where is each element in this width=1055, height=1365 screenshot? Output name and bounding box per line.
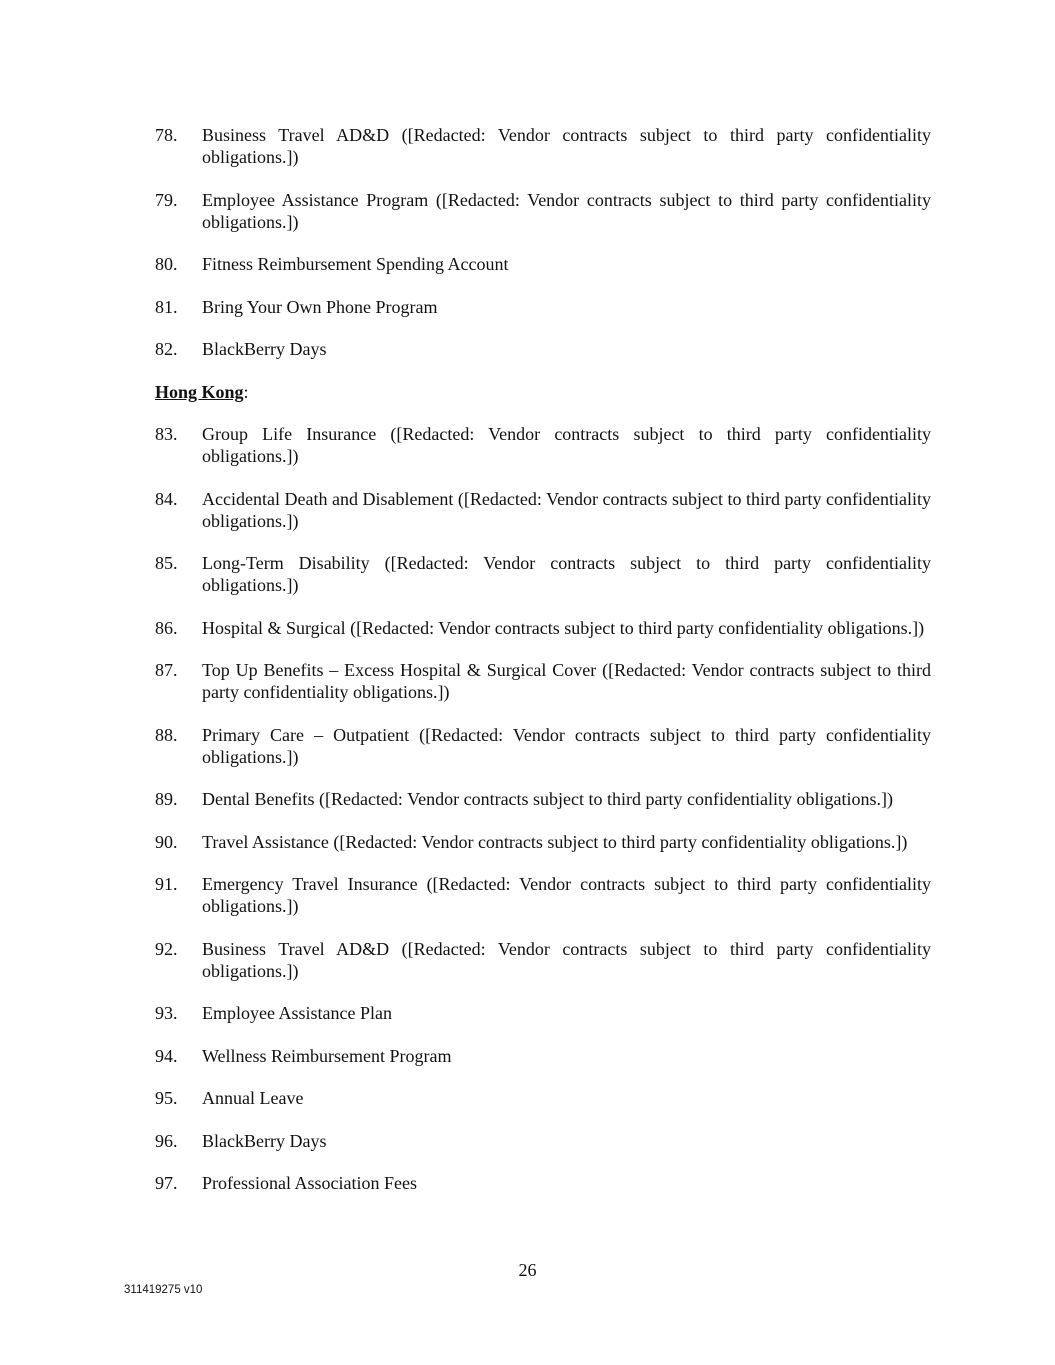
item-text: Travel Assistance ([Redacted: Vendor contracts subject to third party confidentiality obligations.]): [202, 831, 908, 852]
item-text: Accidental Death and Disablement ([Redacted: Vendor contracts subject to third party confidentiality obligations.]): [202, 488, 931, 531]
item-number: 93.: [155, 1003, 178, 1023]
list-item: [155, 1130, 931, 1152]
item-number: 89.: [155, 789, 178, 809]
list-item: [155, 724, 931, 768]
list-item: [155, 873, 931, 917]
section-heading-label: Hong Kong: [155, 381, 244, 402]
item-number: 97.: [155, 1173, 178, 1193]
item-number: 96.: [155, 1130, 178, 1151]
item-text: Wellness Reimbursement Program: [202, 1045, 452, 1066]
document-body: [155, 124, 931, 1215]
list-item: [155, 189, 931, 233]
item-text: Employee Assistance Plan: [202, 1003, 392, 1023]
item-number: 91.: [155, 874, 178, 894]
item-number: 95.: [155, 1088, 178, 1108]
item-number: 79.: [155, 189, 178, 210]
item-number: 85.: [155, 553, 178, 573]
item-number: 92.: [155, 938, 178, 959]
item-text: Hospital & Surgical ([Redacted: Vendor contracts subject to third party confidentiality obligations.]): [202, 617, 925, 638]
list-item: [155, 124, 931, 168]
document-id: 311419275 v10: [124, 1284, 203, 1296]
list-item: [155, 296, 931, 318]
list-item: [155, 659, 931, 703]
item-number: 94.: [155, 1045, 178, 1066]
section-heading-colon: :: [243, 381, 249, 402]
item-text: BlackBerry Days: [202, 339, 327, 359]
item-text: Dental Benefits ([Redacted: Vendor contracts subject to third party confidentiality obligations.]): [202, 789, 893, 809]
item-text: Business Travel AD&D ([Redacted: Vendor contracts subject to third party confidentiality obligations.]): [202, 125, 931, 167]
list-item: [155, 788, 931, 810]
list-item: [155, 1087, 931, 1109]
item-number: 84.: [155, 488, 178, 509]
item-text: BlackBerry Days: [202, 1130, 327, 1151]
list-item: [155, 1172, 931, 1194]
item-text: Business Travel AD&D ([Redacted: Vendor contracts subject to third party confidentiality obligations.]): [202, 938, 931, 981]
section-heading-hong-kong: [155, 381, 931, 403]
item-text: Primary Care – Outpatient ([Redacted: Vendor contracts subject to third party confidentiality obligations.]): [202, 724, 931, 767]
item-text: Bring Your Own Phone Program: [202, 296, 438, 317]
item-number: 78.: [155, 125, 178, 145]
item-number: 80.: [155, 254, 178, 274]
item-text: Group Life Insurance ([Redacted: Vendor contracts subject to third party confidentiality obligations.]): [202, 424, 931, 466]
page-number: 26: [518, 1260, 537, 1280]
item-number: 82.: [155, 339, 178, 359]
item-number: 81.: [155, 296, 178, 317]
item-text: Fitness Reimbursement Spending Account: [202, 254, 509, 274]
item-number: 86.: [155, 617, 178, 638]
list-item: [155, 831, 931, 853]
list-item: [155, 552, 931, 596]
item-text: Top Up Benefits – Excess Hospital & Surgical Cover ([Redacted: Vendor contracts subject to third party confidentiality obligations.]): [202, 660, 931, 702]
list-item: [155, 423, 931, 467]
list-item: [155, 617, 931, 639]
item-text: Long-Term Disability ([Redacted: Vendor contracts subject to third party confidentiality obligations.]): [202, 553, 931, 595]
list-item: [155, 1002, 931, 1024]
list-item: [155, 253, 931, 275]
item-text: Professional Association Fees: [202, 1173, 417, 1193]
list-item: [155, 488, 931, 532]
list-item: [155, 1045, 931, 1067]
item-text: Employee Assistance Program ([Redacted: Vendor contracts subject to third party confidentiality obligations.]): [202, 189, 931, 232]
item-number: 83.: [155, 424, 178, 444]
item-number: 90.: [155, 831, 178, 852]
item-text: Emergency Travel Insurance ([Redacted: Vendor contracts subject to third party confidentiality obligations.]): [202, 874, 931, 916]
item-text: Annual Leave: [202, 1088, 304, 1108]
list-item: [155, 338, 931, 360]
item-number: 88.: [155, 724, 178, 745]
list-item: [155, 938, 931, 982]
item-number: 87.: [155, 660, 178, 680]
